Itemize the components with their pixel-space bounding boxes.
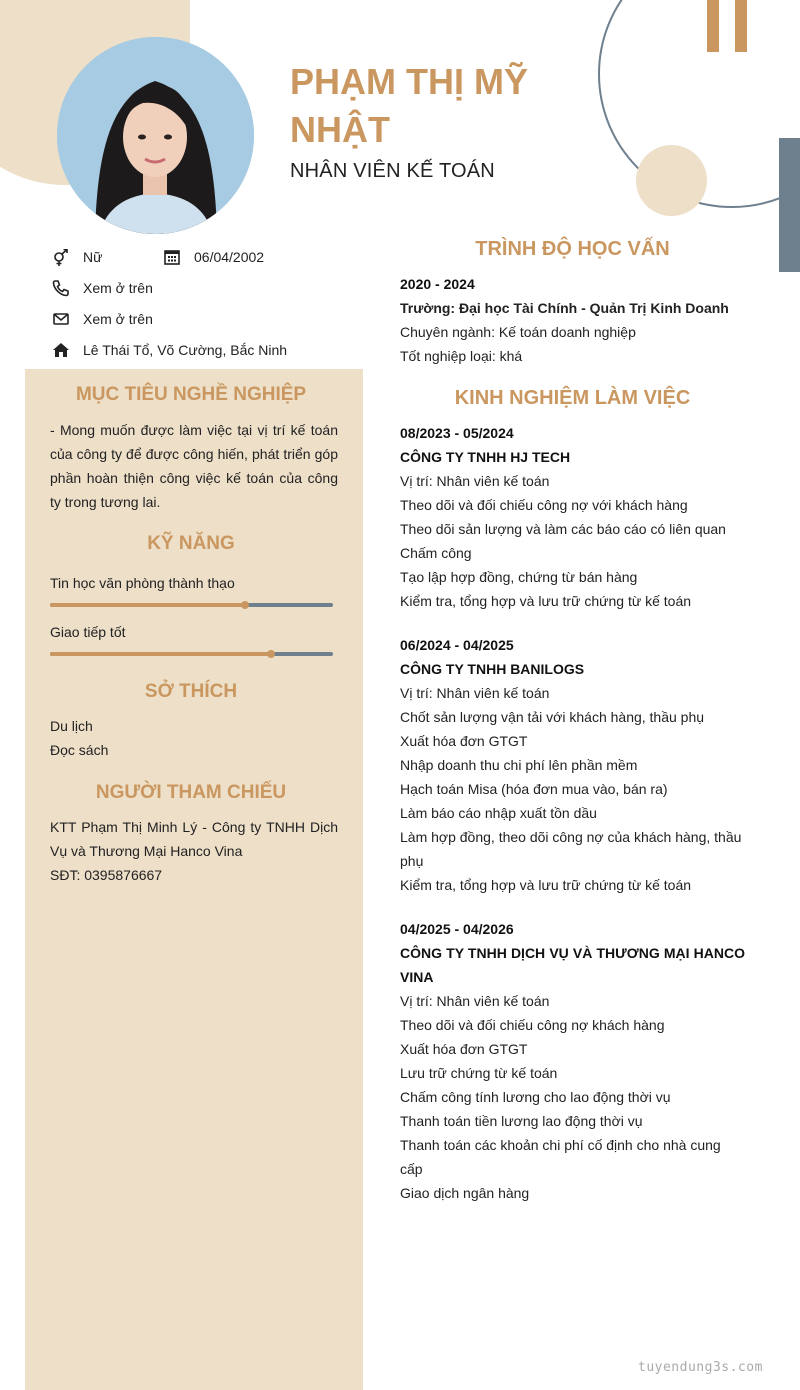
birthdate-text: 06/04/2002 xyxy=(194,249,265,265)
education-major: Chuyên ngành: Kế toán doanh nghiệp xyxy=(400,324,636,340)
education-grade: Tốt nghiệp loại: khá xyxy=(400,348,523,364)
phone-text: Xem ở trên xyxy=(83,280,153,296)
job-company: CÔNG TY TNHH HJ TECH xyxy=(400,449,571,465)
experience-job xyxy=(400,633,745,897)
job-title: NHÂN VIÊN KẾ TOÁN xyxy=(290,160,495,182)
job-duty: Làm báo cáo nhập xuất tồn dầu xyxy=(400,805,597,821)
job-duty: Chấm công tính lương cho lao động thời vụ xyxy=(400,1089,671,1105)
skills-title: KỸ NĂNG xyxy=(147,533,235,554)
job-duty: Nhập doanh thu chi phí lên phần mềm xyxy=(400,757,638,773)
experience-job xyxy=(400,421,745,613)
job-duty: Lưu trữ chứng từ kế toán xyxy=(400,1065,558,1081)
skill-bar xyxy=(50,603,333,607)
reference-phone: SĐT: 0395876667 xyxy=(50,867,163,883)
job-duty: Thanh toán các khoản chi phí cố định cho nhà cung cấp xyxy=(400,1137,721,1177)
skill-bar xyxy=(50,652,333,656)
portrait-photo xyxy=(57,37,254,234)
job-duty: Theo dõi và đối chiếu công nợ khách hàng xyxy=(400,1017,665,1033)
hobby-item: Đọc sách xyxy=(50,742,109,758)
references-title: NGƯỜI THAM CHIẾU xyxy=(95,782,287,803)
skill-bar-knob xyxy=(267,650,275,658)
education-period: 2020 - 2024 xyxy=(400,276,475,292)
objective-text: - Mong muốn được làm việc tại vị trí kế toán của công ty để được công hiến, phát triển góp phần hoàn thiện công việc kế toán của công ty trong tương lai. xyxy=(50,422,338,510)
job-duty: Vị trí: Nhân viên kế toán xyxy=(400,685,550,701)
address-text: Lê Thái Tổ, Võ Cường, Bắc Ninh xyxy=(83,342,288,358)
job-company: CÔNG TY TNHH BANILOGS xyxy=(400,661,585,677)
job-duty: Làm hợp đồng, theo dõi công nợ của khách hàng, thầu phụ xyxy=(400,829,742,869)
email-row xyxy=(52,310,70,332)
job-duty: Giao dịch ngân hàng xyxy=(400,1185,530,1201)
decor-dot xyxy=(636,145,707,216)
objective-title: MỤC TIÊU NGHỀ NGHIỆP xyxy=(75,384,307,405)
reference-text: KTT Phạm Thị Minh Lý - Công ty TNHH Dịch Vụ và Thương Mại Hanco Vina xyxy=(50,819,338,859)
job-duty: Theo dõi sản lượng và làm các báo cáo có liên quan xyxy=(400,521,726,537)
address-row xyxy=(52,341,70,363)
skill-label: Giao tiếp tốt xyxy=(50,624,126,640)
hobby-item: Du lịch xyxy=(50,718,93,734)
gender-text: Nữ xyxy=(83,249,103,265)
job-period: 08/2023 - 05/2024 xyxy=(400,425,514,441)
job-duty: Chốt sản lượng vận tải với khách hàng, thầu phụ xyxy=(400,709,705,725)
job-duty: Theo dõi và đối chiếu công nợ với khách hàng xyxy=(400,497,688,513)
job-duty: Xuất hóa đơn GTGT xyxy=(400,1041,528,1057)
education-title: TRÌNH ĐỘ HỌC VẤN xyxy=(475,238,670,260)
job-company: CÔNG TY TNHH DỊCH VỤ VÀ THƯƠNG MẠI HANCO VINA xyxy=(400,945,745,985)
calendar-icon xyxy=(163,248,181,266)
job-duty: Thanh toán tiền lương lao động thời vụ xyxy=(400,1113,643,1129)
skill-label: Tin học văn phòng thành thạo xyxy=(50,575,235,591)
education-school: Trường: Đại học Tài Chính - Quản Trị Kinh Doanh xyxy=(400,300,729,316)
candidate-name: PHẠM THỊ MỸ NHẬT xyxy=(290,61,528,150)
email-text: Xem ở trên xyxy=(83,311,153,327)
email-icon xyxy=(52,310,70,328)
skill-bar-fill xyxy=(50,603,245,607)
job-duty: Tạo lập hợp đồng, chứng từ bán hàng xyxy=(400,569,638,585)
decor-bar xyxy=(735,0,747,52)
experience-title: KINH NGHIỆM LÀM VIỆC xyxy=(454,387,691,409)
job-duty: Kiểm tra, tổng hợp và lưu trữ chứng từ kế toán xyxy=(400,593,692,609)
job-period: 06/2024 - 04/2025 xyxy=(400,637,514,653)
phone-row xyxy=(52,279,70,301)
decor-side-bar xyxy=(779,138,800,272)
job-duty: Hạch toán Misa (hóa đơn mua vào, bán ra) xyxy=(400,781,668,797)
birthdate-row xyxy=(163,248,181,270)
job-duty: Xuất hóa đơn GTGT xyxy=(400,733,528,749)
job-duty: Vị trí: Nhân viên kế toán xyxy=(400,473,550,489)
job-duty: Kiểm tra, tổng hợp và lưu trữ chứng từ kế toán xyxy=(400,877,692,893)
skill-bar-fill xyxy=(50,652,271,656)
experience-job xyxy=(400,917,745,1205)
phone-icon xyxy=(52,279,70,297)
hobbies-title: SỞ THÍCH xyxy=(144,681,238,702)
watermark: tuyendung3s.com xyxy=(638,1360,763,1375)
gender-row xyxy=(52,248,70,267)
avatar xyxy=(57,37,254,234)
job-duty: Vị trí: Nhân viên kế toán xyxy=(400,993,550,1009)
home-icon xyxy=(52,341,70,359)
job-duty: Chấm công xyxy=(400,545,472,561)
decor-bar xyxy=(707,0,719,52)
gender-icon xyxy=(52,249,70,267)
job-period: 04/2025 - 04/2026 xyxy=(400,921,514,937)
